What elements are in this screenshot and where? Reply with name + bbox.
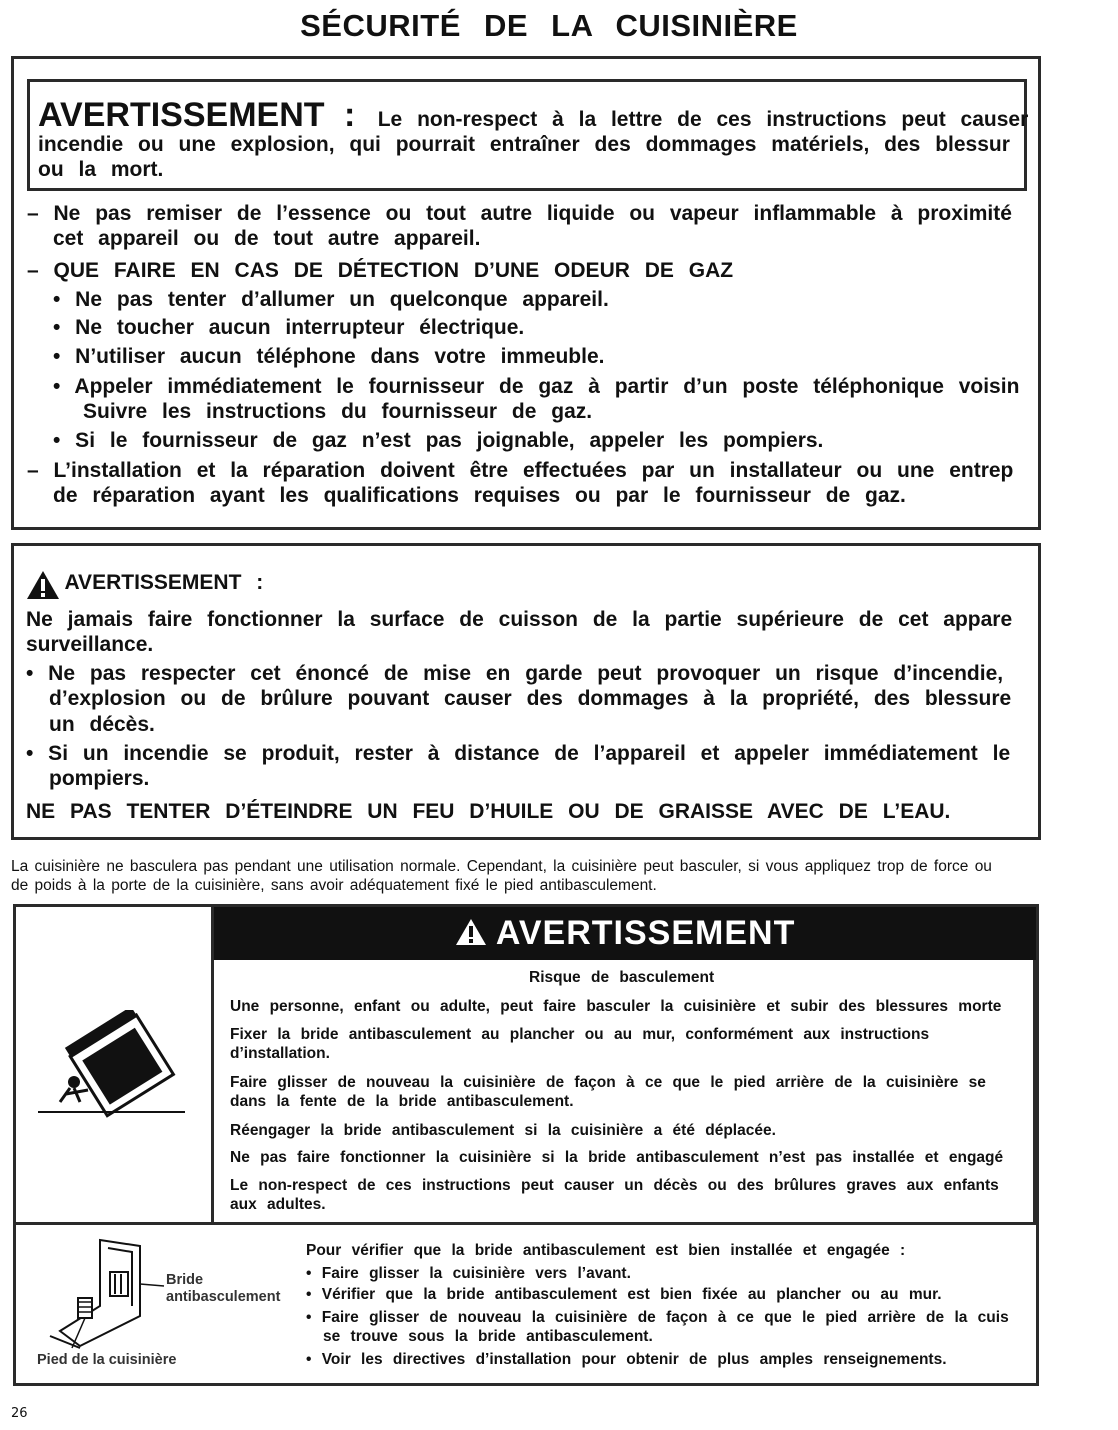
verify-line-5: • Voir les directives d’installation pour obtenir de plus amples renseignements. <box>306 1351 947 1368</box>
bracket-label <box>166 1272 280 1306</box>
range-foot-label: Pied de la cuisinière <box>37 1352 177 1368</box>
verify-line-3: • Faire glisser de nouveau la cuisinière de façon à ce que le pied arrière de la cuis <box>306 1309 1009 1326</box>
verify-line-1: • Faire glisser la cuisinière vers l’avant. <box>306 1265 631 1282</box>
gas-item-1-cont: cet appareil ou de tout autre appareil. <box>53 227 481 250</box>
bracket-label-line2: antibasculement <box>166 1289 281 1305</box>
gas-subitem-4: • Appeler immédiatement le fournisseur de gaz à partir d’un poste téléphonique voisin <box>53 375 1020 398</box>
tip-over-banner-right-rule <box>1033 960 1036 1223</box>
warning-triangle-icon <box>26 570 60 600</box>
gas-item-1: – Ne pas remiser de l’essence ou tout autre liquide ou vapeur inflammable à proximité <box>27 202 1012 225</box>
tip-over-line-4: Faire glisser de nouveau la cuisinière de façon à ce que le pied arrière de la cuisinière se <box>230 1074 986 1091</box>
cooktop-warning-heading-line <box>26 570 263 600</box>
cooktop-warning-heading: AVERTISSEMENT : <box>64 571 264 595</box>
gas-subitem-3: • N’utiliser aucun téléphone dans votre immeuble. <box>53 345 605 368</box>
gas-subitem-2: • Ne toucher aucun interrupteur électrique. <box>53 316 525 339</box>
tipping-note-line1: La cuisinière ne basculera pas pendant une utilisation normale. Cependant, la cuisinière peut basculer, si vous appliquez trop de force ou <box>11 858 992 875</box>
cooktop-line-4: d’explosion ou de brûlure pouvant causer des dommages à la propriété, des blessure <box>49 687 1012 710</box>
cooktop-line-8: NE PAS TENTER D’ÉTEINDRE UN FEU D’HUILE OU DE GRAISSE AVEC DE L’EAU. <box>26 800 951 823</box>
tip-over-line-1: Une personne, enfant ou adulte, peut faire basculer la cuisinière et subir des blessures morte <box>230 998 1002 1015</box>
verify-intro: Pour vérifier que la bride antibasculement est bien installée et engagée : <box>306 1242 906 1259</box>
anti-tip-bracket-illustration <box>40 1236 170 1354</box>
cooktop-line-6: • Si un incendie se produit, rester à distance de l’appareil et appeler immédiatement le <box>26 742 1011 765</box>
tip-over-line-3: d’installation. <box>230 1045 330 1062</box>
tip-over-line-6: Réengager la bride antibasculement si la cuisinière a été déplacée. <box>230 1122 776 1139</box>
inner-warning-heading-line <box>38 96 1028 135</box>
tip-over-banner <box>214 907 1036 960</box>
tip-over-line-9: aux adultes. <box>230 1196 326 1213</box>
gas-subitem-5: • Si le fournisseur de gaz n’est pas joignable, appeler les pompiers. <box>53 429 824 452</box>
cooktop-line-3: • Ne pas respecter cet énoncé de mise en garde peut provoquer un risque d’incendie, <box>26 662 1004 685</box>
inner-warning-line3: ou la mort. <box>38 158 164 181</box>
verify-line-4: se trouve sous la bride antibasculement. <box>323 1328 653 1345</box>
tip-over-line-2: Fixer la bride antibasculement au plancher ou au mur, conformément aux instructions <box>230 1026 930 1043</box>
cooktop-line-5: un décès. <box>49 713 155 736</box>
cooktop-line-2: surveillance. <box>26 633 154 656</box>
gas-item-3: – L’installation et la réparation doivent être effectuées par un installateur ou une entrep <box>27 459 1014 482</box>
gas-item-3-cont: de réparation ayant les qualifications requises ou par le fournisseur de gaz. <box>53 484 906 507</box>
inner-warning-line2: incendie ou une explosion, qui pourrait entraîner des dommages matériels, des blessur <box>38 133 1010 156</box>
page-title: SÉCURITÉ DE LA CUISINIÈRE <box>300 8 798 43</box>
tipping-range-illustration <box>30 1010 190 1120</box>
cooktop-line-7: pompiers. <box>49 767 150 790</box>
tip-over-line-5: dans la fente de la bride antibasculement. <box>230 1093 574 1110</box>
inner-warning-heading: AVERTISSEMENT : <box>38 96 356 134</box>
tip-over-line-8: Le non-respect de ces instructions peut causer un décès ou des brûlures graves aux enfants <box>230 1177 999 1194</box>
gas-subitem-1: • Ne pas tenter d’allumer un quelconque appareil. <box>53 288 609 311</box>
gas-item-2: – QUE FAIRE EN CAS DE DÉTECTION D’UNE ODEUR DE GAZ <box>27 259 734 282</box>
cooktop-line-1: Ne jamais faire fonctionner la surface de cuisson de la partie supérieure de cet appare <box>26 608 1013 631</box>
tip-over-banner-title: AVERTISSEMENT <box>495 914 796 952</box>
tip-over-subtitle: Risque de basculement <box>529 969 715 986</box>
tip-over-horizontal-divider <box>15 1222 1037 1225</box>
tip-over-line-7: Ne pas faire fonctionner la cuisinière si la bride antibasculement n’est pas installée et engagé <box>230 1149 1004 1166</box>
tipping-note-line2: de poids à la porte de la cuisinière, sans avoir adéquatement fixé le pied antibasculement. <box>11 877 657 894</box>
verify-line-2: • Vérifier que la bride antibasculement est bien fixée au plancher ou au mur. <box>306 1286 942 1303</box>
inner-warning-line1: Le non-respect à la lettre de ces instructions peut causer <box>377 108 1029 131</box>
bracket-label-line1: Bride <box>166 1272 204 1288</box>
warning-triangle-icon <box>455 918 487 946</box>
gas-subitem-4-cont: Suivre les instructions du fournisseur de gaz. <box>83 400 593 423</box>
page-number: 26 <box>11 1406 28 1421</box>
